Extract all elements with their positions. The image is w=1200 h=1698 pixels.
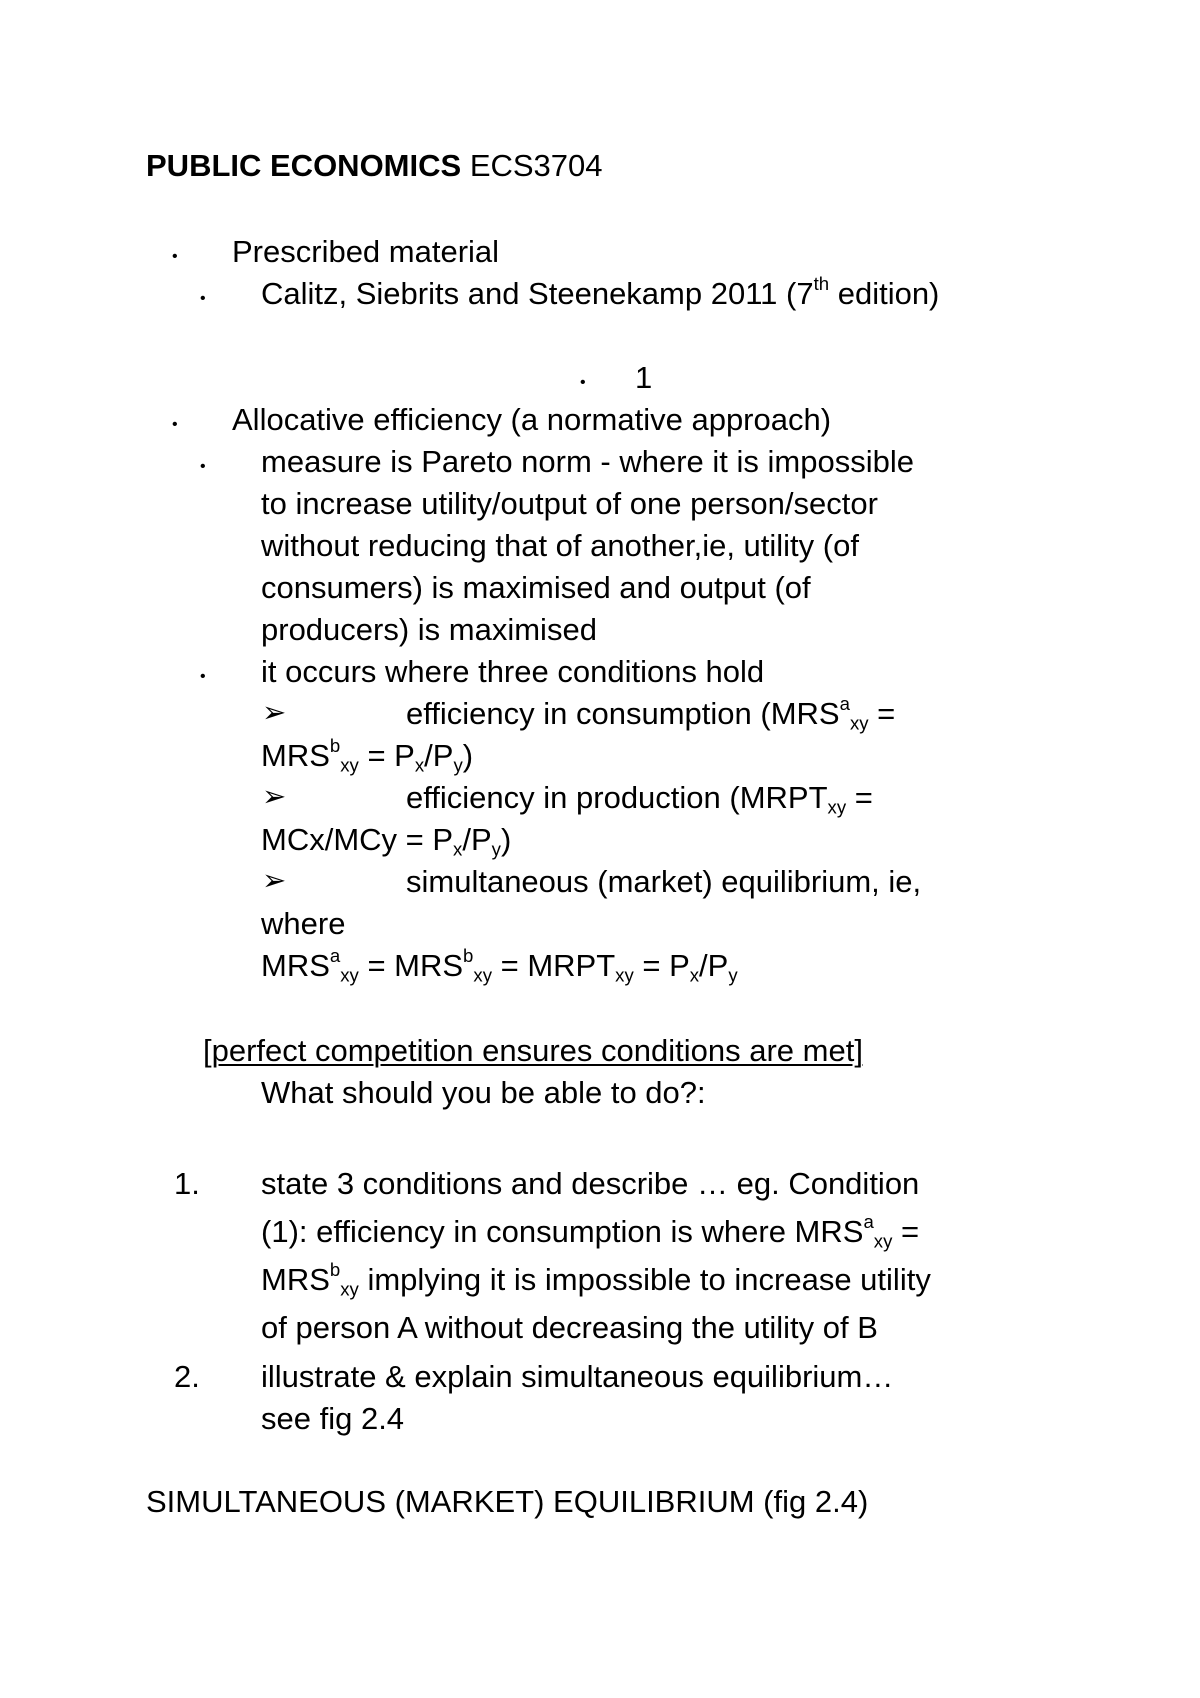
condition-production-cont: $MCx/MCy = P_x/P_y$) [261, 822, 512, 860]
task-1-line: state 3 conditions and describe … eg. Condition [261, 1166, 920, 1201]
task-2-line: see fig 2.4 [261, 1401, 405, 1436]
title-bold: PUBLIC ECONOMICS [146, 148, 462, 183]
condition-consumption: efficiency in consumption ($MRS^a_{xy}$ = [406, 693, 896, 734]
condition-production: efficiency in production ($MRPT_{xy}$ = [406, 780, 873, 818]
occurs-line: it occurs where three conditions hold [261, 654, 765, 689]
section-heading: SIMULTANEOUS (MARKET) EQUILIBRIUM (fig 2.4) [146, 1484, 869, 1519]
equilibrium-equation: $MRS^a_{xy} = MRS^b_{xy}$ = $MRPT_{xy} = P_x/P_y$ [261, 945, 738, 986]
prescribed-reference: Calitz, Siebrits and Steenekamp 2011 (7th edition) [261, 273, 940, 311]
measure-line: to increase utility/output of one person/sector [261, 486, 878, 521]
task-2-line: illustrate & explain simultaneous equilibrium… [261, 1359, 894, 1394]
condition-simultaneous-where: where [261, 906, 346, 941]
task-1-line: of person A without decreasing the utility of B [261, 1310, 878, 1345]
document-title [146, 150, 603, 181]
bullet-icon: • [200, 458, 206, 475]
bullet-icon: • [172, 416, 178, 433]
bullet-icon: • [580, 374, 586, 391]
section-number: 1 [635, 360, 653, 395]
condition-consumption-cont: $MRS^b_{xy} = P_x/P_y$) [261, 735, 474, 776]
arrow-bullet-icon: ➢ [262, 781, 287, 813]
bullet-icon: • [172, 248, 178, 265]
measure-line: producers) is maximised [261, 612, 597, 647]
arrow-bullet-icon: ➢ [262, 865, 287, 897]
allocative-heading: Allocative efficiency (a normative approach) [232, 402, 832, 437]
task-1-line: (1): efficiency in consumption is where $MRS^a_{xy}$ = [261, 1211, 920, 1252]
task-1-line: $MRS^b_{xy}$ implying it is impossible to increase utility [261, 1259, 931, 1300]
bullet-icon: • [200, 668, 206, 685]
measure-line: consumers) is maximised and output (of [261, 570, 811, 605]
measure-line: without reducing that of another,ie, utility (of [261, 528, 859, 563]
competition-note: [perfect competition ensures conditions are met] [203, 1033, 863, 1068]
prescribed-heading: Prescribed material [232, 234, 500, 269]
task-number: 2. [174, 1359, 200, 1394]
course-code: ECS3704 [469, 148, 603, 183]
bullet-icon: • [200, 290, 206, 307]
condition-simultaneous: simultaneous (market) equilibrium, ie, [406, 864, 922, 899]
question-line: What should you be able to do?: [261, 1075, 706, 1110]
task-number: 1. [174, 1166, 200, 1201]
measure-line: measure is Pareto norm - where it is impossible [261, 444, 914, 479]
arrow-bullet-icon: ➢ [262, 697, 287, 729]
